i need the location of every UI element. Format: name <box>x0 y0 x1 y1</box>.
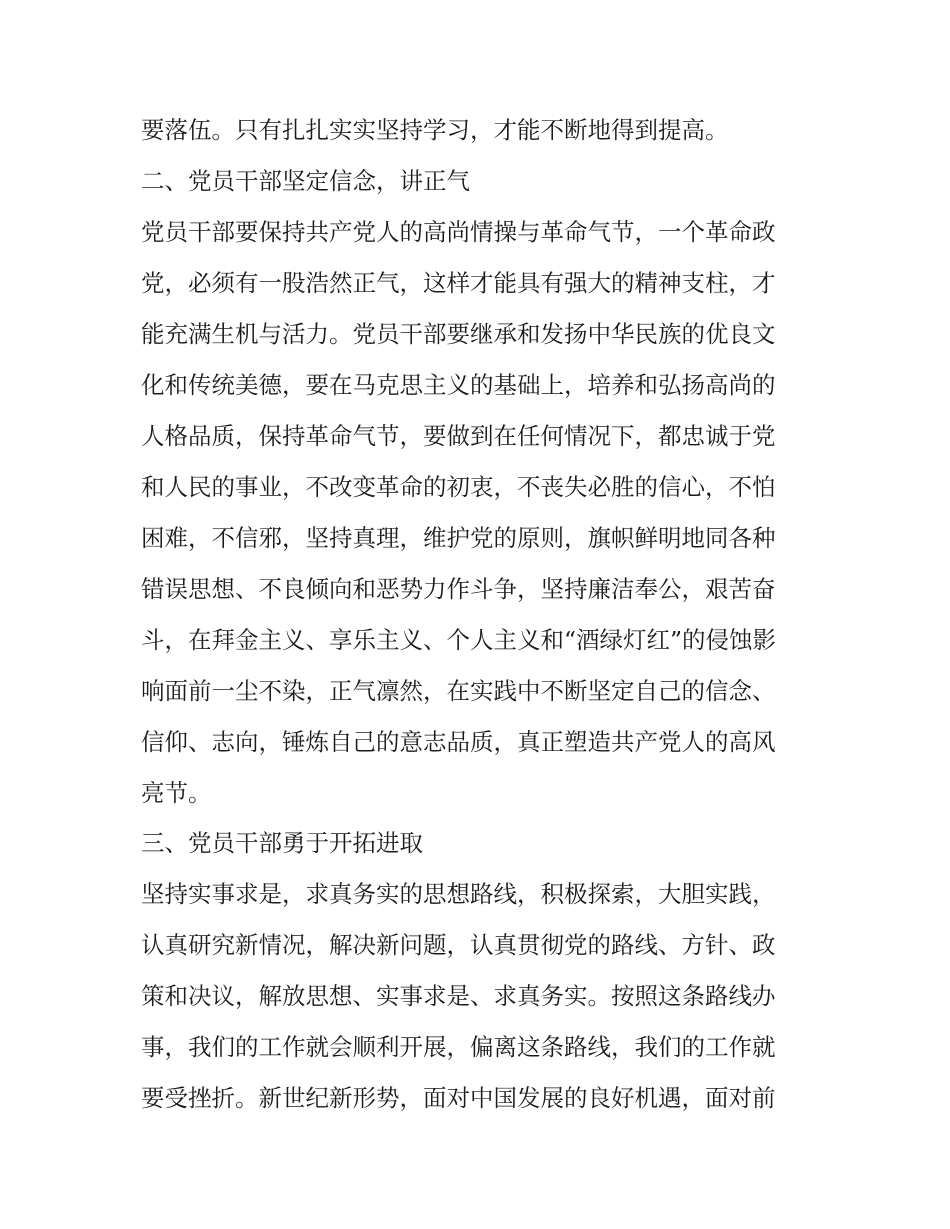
text-line: 认真研究新情况，解决新问题，认真贯彻党的路线、方针、政 <box>141 931 776 959</box>
text-line: 困难，不信邪，坚持真理，维护党的原则，旗帜鲜明地同各种 <box>141 524 776 552</box>
text-line: 要落伍。只有扎扎实实坚持学习，才能不断地得到提高。 <box>141 116 729 144</box>
text-line: 错误思想、不良倾向和恶势力作斗争，坚持廉洁奉公，艰苦奋 <box>141 575 776 603</box>
text-line: 和人民的事业，不改变革命的初衷，不丧失必胜的信心，不怕 <box>141 473 776 501</box>
text-line: 党，必须有一股浩然正气，这样才能具有强大的精神支柱，才 <box>141 269 776 297</box>
text-line: 斗，在拜金主义、享乐主义、个人主义和“酒绿灯红”的侵蚀影 <box>141 626 777 654</box>
text-line: 人格品质，保持革命气节，要做到在任何情况下，都忠诚于党 <box>141 422 776 450</box>
text-line: 亮节。 <box>141 779 212 807</box>
text-line: 能充满生机与活力。党员干部要继承和发扬中华民族的优良文 <box>141 320 776 348</box>
text-line: 化和传统美德，要在马克思主义的基础上，培养和弘扬高尚的 <box>141 371 776 399</box>
text-line: 事，我们的工作就会顺利开展，偏离这条路线，我们的工作就 <box>141 1033 776 1061</box>
text-line: 策和决议，解放思想、实事求是、求真务实。按照这条路线办 <box>141 982 776 1010</box>
text-line: 坚持实事求是，求真务实的思想路线，积极探索，大胆实践， <box>141 880 776 908</box>
section-heading: 三、党员干部勇于开拓进取 <box>141 829 423 857</box>
text-line: 要受挫折。新世纪新形势，面对中国发展的良好机遇，面对前 <box>141 1084 776 1112</box>
text-line: 党员干部要保持共产党人的高尚情操与革命气节，一个革命政 <box>141 218 776 246</box>
text-line: 响面前一尘不染，正气凛然，在实践中不断坚定自己的信念、 <box>141 677 776 705</box>
text-line: 信仰、志向，锤炼自己的意志品质，真正塑造共产党人的高风 <box>141 728 776 756</box>
section-heading: 二、党员干部坚定信念，讲正气 <box>141 167 470 195</box>
